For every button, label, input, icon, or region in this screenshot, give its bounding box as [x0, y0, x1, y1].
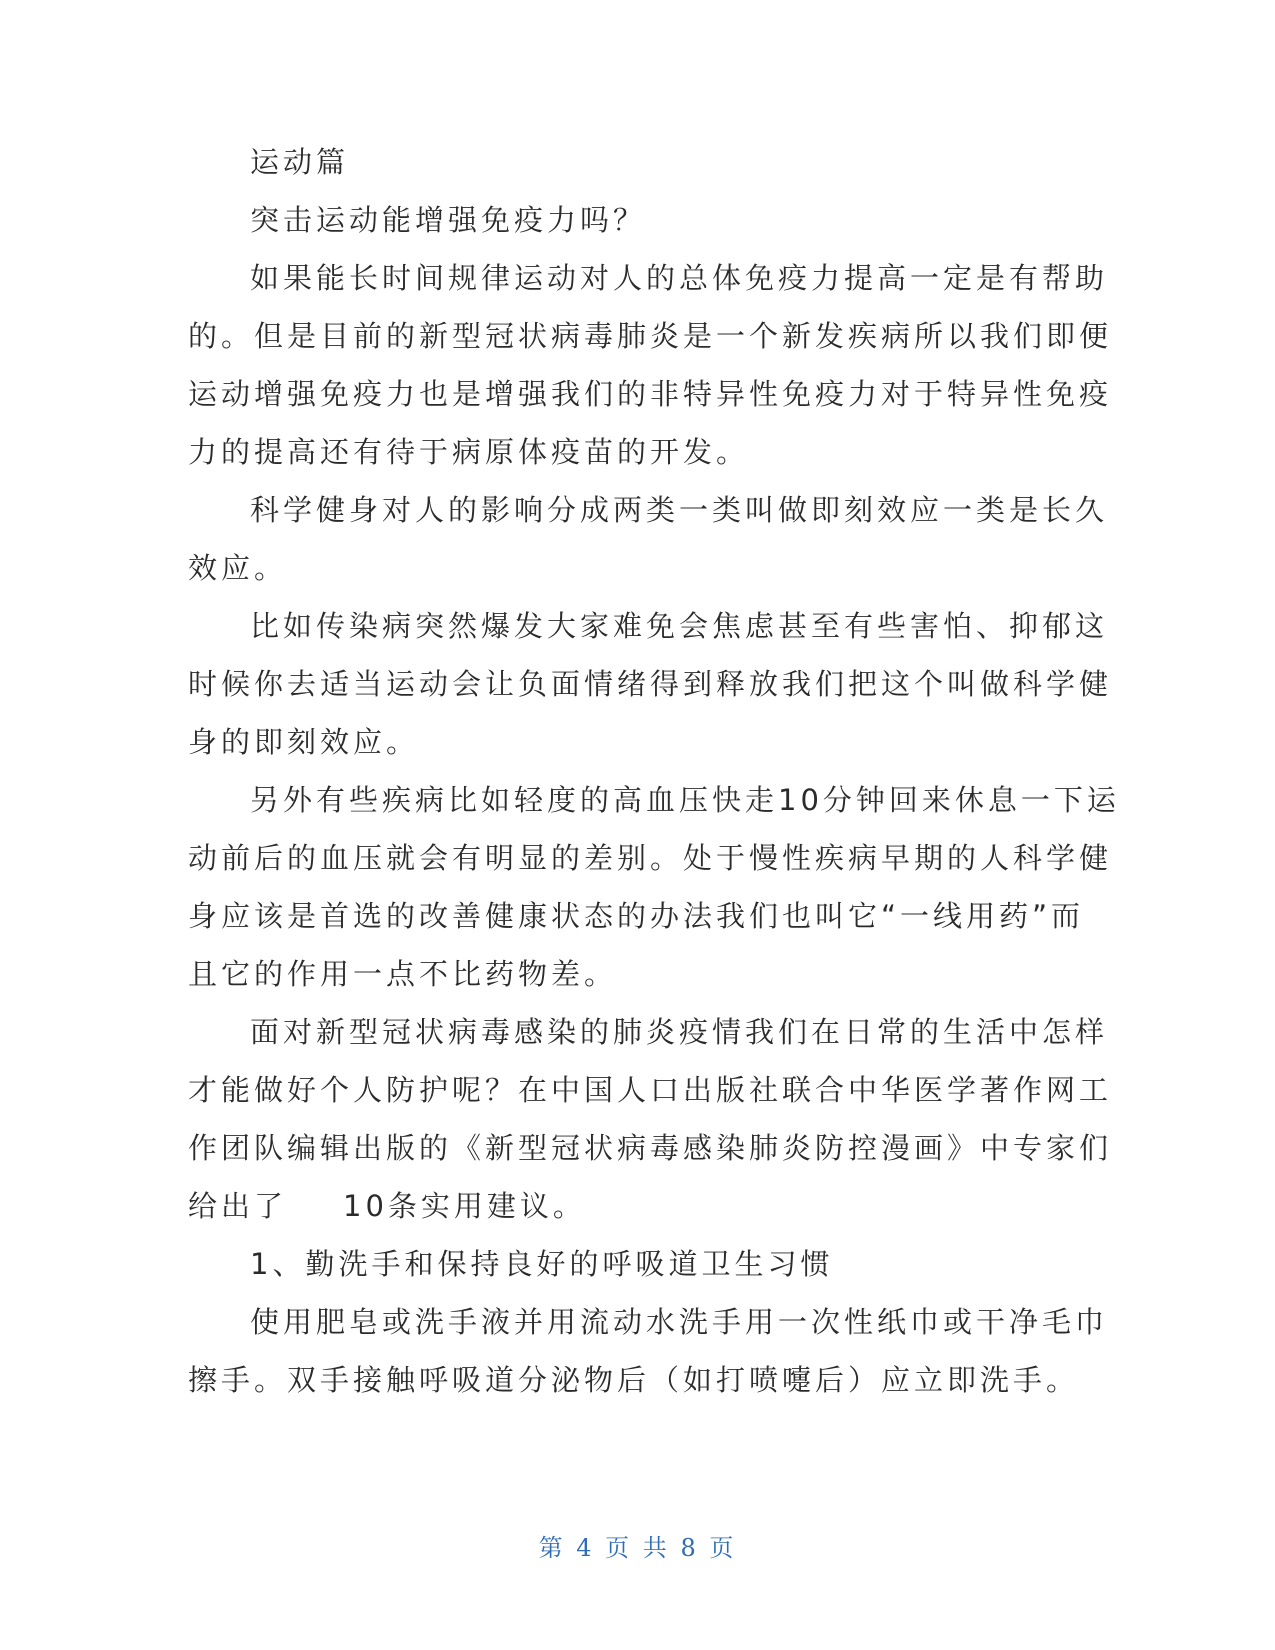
paragraph-line: 作团队编辑出版的《新型冠状病毒感染肺炎防控漫画》中专家们	[188, 1131, 1113, 1165]
paragraph-line: 使用肥皂或洗手液并用流动水洗手用一次性纸巾或干净毛巾	[250, 1305, 1109, 1339]
paragraph-line: 身的即刻效应。	[188, 725, 420, 759]
paragraph-text: 10条实用建议。	[343, 1189, 586, 1223]
paragraph-line: 力的提高还有待于病原体疫苗的开发。	[188, 435, 750, 469]
list-item-heading: 1、勤洗手和保持良好的呼吸道卫生习惯	[250, 1247, 834, 1281]
paragraph-line: 比如传染病突然爆发大家难免会焦虑甚至有些害怕、抑郁这	[250, 609, 1109, 643]
paragraph-line: 身应该是首选的改善健康状态的办法我们也叫它“一线用药”而	[188, 899, 1085, 933]
question-heading: 突击运动能增强免疫力吗？	[250, 203, 647, 237]
paragraph-line: 运动增强免疫力也是增强我们的非特异性免疫力对于特异性免疫	[188, 377, 1113, 411]
paragraph-line: 才能做好个人防护呢？在中国人口出版社联合中华医学著作网工	[188, 1073, 1113, 1107]
paragraph-line: 擦手。双手接触呼吸道分泌物后（如打喷嚏后）应立即洗手。	[188, 1363, 1080, 1397]
section-heading: 运动篇	[250, 145, 350, 179]
paragraph-line: 效应。	[188, 551, 288, 585]
paragraph-line: 的。但是目前的新型冠状病毒肺炎是一个新发疾病所以我们即便	[188, 319, 1113, 353]
paragraph-line: 另外有些疾病比如轻度的高血压快走10分钟回来休息一下运	[250, 783, 1120, 817]
paragraph-line: 如果能长时间规律运动对人的总体免疫力提高一定是有帮助	[250, 261, 1109, 295]
paragraph-line: 且它的作用一点不比药物差。	[188, 957, 618, 991]
paragraph-line	[188, 1186, 1058, 1226]
paragraph-line: 动前后的血压就会有明显的差别。处于慢性疾病早期的人科学健	[188, 841, 1113, 875]
paragraph-text: 给出了	[188, 1189, 288, 1223]
paragraph-line: 面对新型冠状病毒感染的肺炎疫情我们在日常的生活中怎样	[250, 1015, 1109, 1049]
paragraph-line: 科学健身对人的影响分成两类一类叫做即刻效应一类是长久	[250, 493, 1109, 527]
page-number-footer: 第 4 页 共 8 页	[538, 1534, 737, 1562]
paragraph-line: 时候你去适当运动会让负面情绪得到释放我们把这个叫做科学健	[188, 667, 1113, 701]
